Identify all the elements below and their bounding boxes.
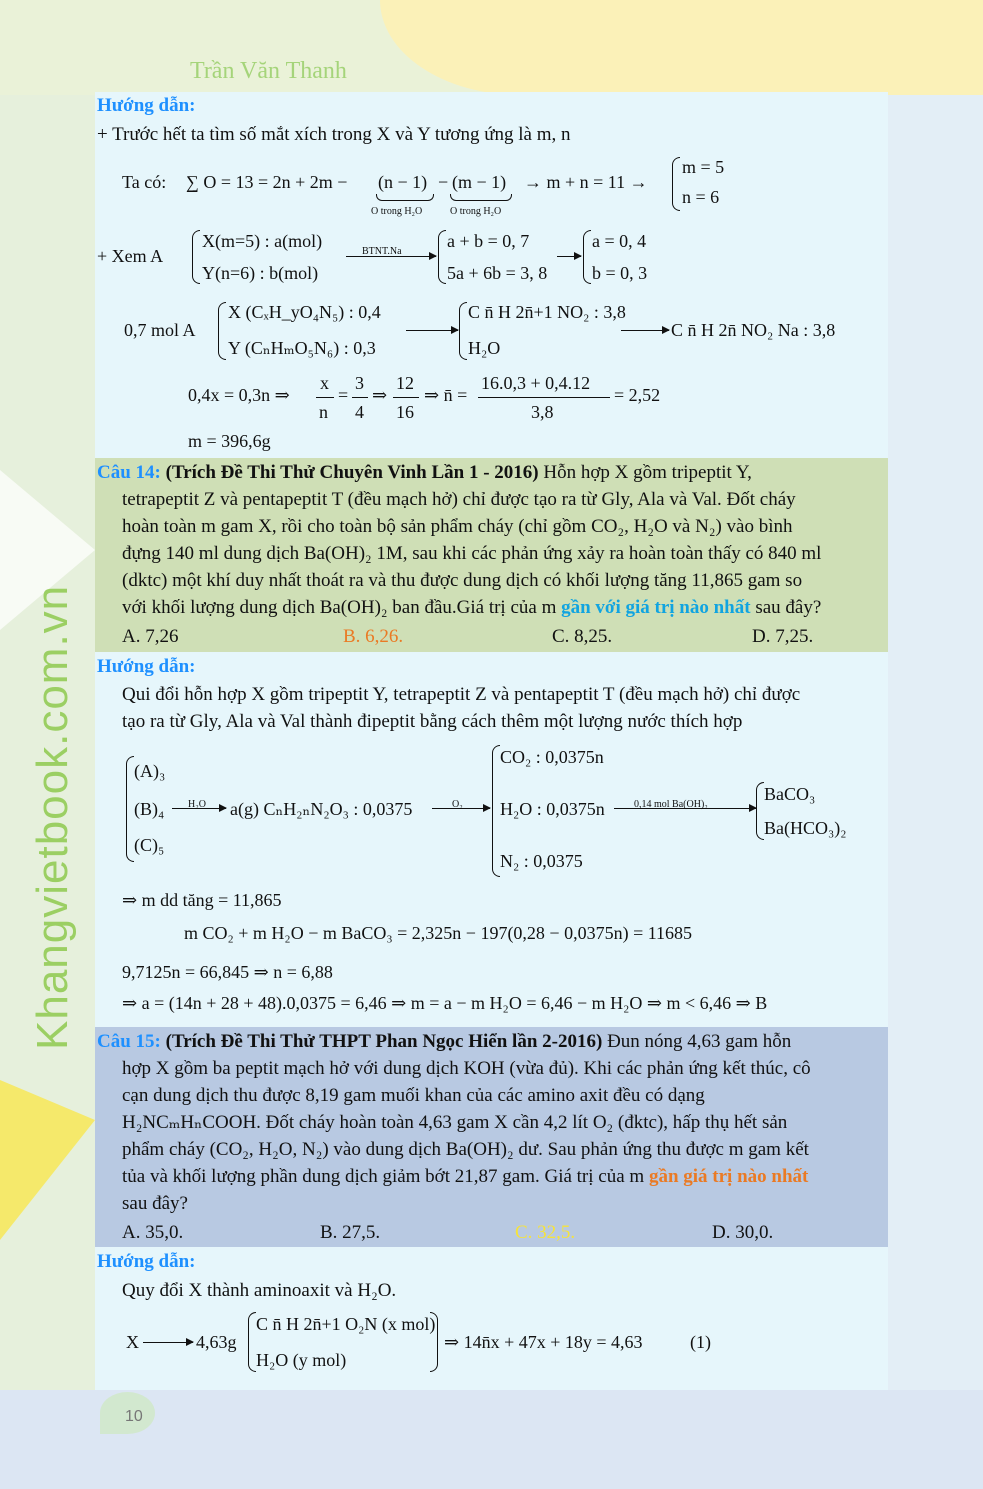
brace-left bbox=[192, 230, 200, 284]
arrow bbox=[346, 256, 436, 257]
frac-num-12: 12 bbox=[396, 373, 414, 393]
mass-result: m = 396,6g bbox=[188, 431, 271, 451]
question-14-line-6 bbox=[122, 596, 821, 620]
n2-product: N₂ : 0,0375 bbox=[500, 851, 583, 871]
question-15-line-4: H₂NCₘHₙCOOH. Đốt cháy hoàn toàn 4,63 gam X cần 4,2 lít O₂ (đktc), hấp thụ hết sản bbox=[122, 1112, 788, 1133]
n-bar-result: = 2,52 bbox=[614, 385, 661, 405]
n-solution: 9,7125n = 66,845 ⇒ n = 6,88 bbox=[122, 962, 333, 982]
arrow bbox=[621, 330, 669, 331]
brace-left bbox=[126, 756, 134, 862]
question-14-label: Câu 14: bbox=[97, 462, 161, 483]
system-eq-1: a + b = 0, 7 bbox=[447, 231, 530, 251]
fraction-bar bbox=[393, 397, 419, 398]
question-14-line-1 bbox=[97, 461, 752, 485]
ratio-equation: 0,4x = 0,3n ⇒ bbox=[188, 385, 290, 405]
solution-heading: Hướng dẫn: bbox=[97, 1251, 196, 1272]
brace-left bbox=[492, 745, 500, 877]
question-14-line-4: đựng 140 ml dung dịch Ba(OH)₂ 1M, sau khi các phản ứng xảy ra hoàn toàn thấy có 840 ml bbox=[122, 543, 822, 564]
product-water: H₂O bbox=[468, 338, 501, 358]
equation-minus: − bbox=[438, 172, 449, 192]
question-14-highlight: gần với giá trị nào nhất bbox=[561, 597, 751, 618]
option-b-correct[interactable]: B. 6,26. bbox=[343, 626, 404, 647]
question-15-line-6 bbox=[122, 1165, 808, 1189]
peptide-c5: (C)₅ bbox=[134, 835, 165, 855]
watermark-text: Khangvietbook.com.vn bbox=[28, 584, 77, 1050]
product-aminoacid: C n̄ H 2n̄+1 NO₂ : 3,8 bbox=[468, 302, 626, 322]
water-formula: H₂O (y mol) bbox=[256, 1350, 347, 1370]
b-value: b = 0, 3 bbox=[592, 263, 648, 283]
frac-den-38: 3,8 bbox=[531, 402, 554, 422]
solution-2-para-1: Qui đổi hỗn hợp X gồm tripeptit Y, tetrapeptit Z và pentapeptit T (đều mạch hở) chỉ được bbox=[122, 684, 801, 705]
question-15-line-1 bbox=[97, 1030, 791, 1054]
result-m: m = 5 bbox=[682, 157, 725, 177]
question-14-line-3: hoàn toàn m gam X, rồi cho toàn bộ sản phẩm cháy (chỉ gồm CO₂, H₂O và N₂) vào bình bbox=[122, 516, 793, 537]
btnt-label: BTNT.Na bbox=[362, 246, 402, 257]
solution-heading: Hướng dẫn: bbox=[97, 95, 196, 116]
brace-left bbox=[672, 157, 680, 211]
question-14-text-6a: với khối lượng dung dịch Ba(OH)₂ ban đầu.Giá trị của m bbox=[122, 597, 562, 618]
question-15-line-2: hợp X gồm ba peptit mạch hở với dung dịch KOH (vừa đủ). Khi các phản ứng kết thúc, cô bbox=[122, 1058, 811, 1079]
question-14-source: (Trích Đề Thi Thử Chuyên Vinh Lần 1 - 2016) bbox=[165, 462, 539, 483]
dipeptide-formula: a(g) CₙH₂ₙN₂O₃ : 0,0375 bbox=[230, 799, 413, 819]
arrow bbox=[406, 330, 458, 331]
brace-left bbox=[248, 1312, 256, 1372]
implies: ⇒ bbox=[372, 385, 388, 405]
question-15-source: (Trích Đề Thi Thử THPT Phan Ngọc Hiển lần 2-2016) bbox=[165, 1031, 603, 1052]
equation-term-n: (n − 1) bbox=[378, 172, 428, 192]
option-c[interactable]: C. 8,25. bbox=[552, 626, 613, 647]
n-bar-label: ⇒ n̄ = bbox=[424, 385, 468, 405]
solution-heading: Hướng dẫn: bbox=[97, 656, 196, 677]
aminoacid-formula: C n̄ H 2n̄+1 O₂N (x mol) bbox=[256, 1314, 436, 1334]
mass-balance-equation: m CO₂ + m H₂O − m BaCO₃ = 2,325n − 197(0,28 − 0,0375n) = 11685 bbox=[184, 923, 693, 943]
arrow bbox=[143, 1342, 193, 1343]
peptide-b4: (B)₄ bbox=[134, 799, 165, 819]
mass-463: 4,63g bbox=[196, 1332, 237, 1352]
brace-left bbox=[459, 302, 467, 360]
option-b[interactable]: B. 27,5. bbox=[320, 1222, 381, 1243]
frac-den-4: 4 bbox=[355, 402, 364, 422]
fraction-bar bbox=[478, 397, 610, 398]
solution-3-para-1: Quy đổi X thành aminoaxit và H₂O. bbox=[122, 1280, 397, 1301]
question-14-text-1: Hỗn hợp X gồm tripeptit Y, bbox=[538, 462, 752, 483]
h2o-product: H₂O : 0,0375n bbox=[500, 799, 605, 819]
frac-num-3: 3 bbox=[355, 373, 364, 393]
question-15-line-3: cạn dung dịch thu được 8,19 gam muối khan của các amino axit đều có dạng bbox=[122, 1085, 705, 1106]
frac-num-large: 16.0,3 + 0,4.12 bbox=[481, 373, 591, 393]
frac-num-x: x bbox=[320, 373, 329, 393]
question-15-text-1: Đun nóng 4,63 gam hỗn bbox=[602, 1031, 792, 1052]
author-name: Trần Văn Thanh bbox=[190, 58, 347, 84]
underbrace-label-1: O trong H₂O bbox=[371, 206, 423, 217]
mol-a-label: 0,7 mol A bbox=[124, 320, 196, 340]
option-d[interactable]: D. 7,25. bbox=[752, 626, 814, 647]
baoh2-label: 0,14 mol Ba(OH)₂ bbox=[634, 799, 708, 810]
x-formula: X (CₓH_yO₄N₅) : 0,4 bbox=[228, 302, 381, 322]
header-accent bbox=[380, 0, 983, 95]
brace-left bbox=[438, 230, 446, 284]
brace-left bbox=[756, 782, 764, 840]
option-a[interactable]: A. 7,26 bbox=[122, 626, 179, 647]
question-15-text-6a: tủa và khối lượng phần dung dịch giảm bớt 21,87 gam. Giá trị của m bbox=[122, 1166, 649, 1187]
arrow bbox=[432, 808, 490, 809]
equation-1: ⇒ 14n̄x + 47x + 18y = 4,63 bbox=[444, 1332, 643, 1352]
question-15-line-5: phẩm cháy (CO₂, H₂O, N₂) vào dung dịch Ba(OH)₂ dư. Sau phản ứng thu được m gam kết bbox=[122, 1139, 809, 1160]
peptide-a3: (A)₃ bbox=[134, 761, 166, 781]
question-15-label: Câu 15: bbox=[97, 1031, 161, 1052]
fraction-bar bbox=[316, 397, 334, 398]
equation-number: (1) bbox=[690, 1332, 711, 1352]
brace-right bbox=[430, 1312, 438, 1372]
x-mol: X(m=5) : a(mol) bbox=[202, 231, 323, 251]
brace-left bbox=[218, 302, 226, 360]
equation-term-m: (m − 1) bbox=[452, 172, 507, 192]
question-14-line-5: (dktc) một khí duy nhất thoát ra và thu được dung dịch có khối lượng tăng 11,865 gam so bbox=[122, 570, 803, 591]
frac-den-16: 16 bbox=[396, 402, 414, 422]
brace-left bbox=[583, 230, 591, 284]
ta-co-label: Ta có: bbox=[122, 172, 167, 192]
solution-2-para-2: tạo ra từ Gly, Ala và Val thành đipeptit bằng cách thêm một lượng nước thích hợp bbox=[122, 711, 743, 732]
y-mol: Y(n=6) : b(mol) bbox=[202, 263, 319, 283]
system-eq-2: 5a + 6b = 3, 8 bbox=[447, 263, 548, 283]
xem-a-label: + Xem A bbox=[97, 246, 164, 266]
right-margin bbox=[888, 95, 983, 1395]
y-formula: Y (CₙHₘO₅N₆) : 0,3 bbox=[228, 338, 376, 358]
question-14-line-2: tetrapeptit Z và pentapeptit T (đều mạch hở) chỉ được tạo ra từ Gly, Ala và Val. Đốt cháy bbox=[122, 489, 796, 510]
co2-product: CO₂ : 0,0375n bbox=[500, 747, 604, 767]
page-number: 10 bbox=[125, 1408, 143, 1425]
decor-triangle-yellow bbox=[0, 1080, 95, 1240]
question-15-line-7: sau đây? bbox=[122, 1193, 188, 1214]
frac-den-n: n bbox=[319, 402, 328, 422]
a-solution: ⇒ a = (14n + 28 + 48).0,0375 = 6,46 ⇒ m = a − m H₂O = 6,46 − m H₂O ⇒ m < 6,46 ⇒ B bbox=[122, 993, 768, 1013]
solution-intro: + Trước hết ta tìm số mắt xích trong X và Y tương ứng là m, n bbox=[97, 124, 571, 145]
arrow bbox=[557, 256, 581, 257]
arrow bbox=[172, 808, 226, 809]
equation-sum-o: ∑ O = 13 = 2n + 2m − bbox=[186, 172, 348, 192]
bahco3-product: Ba(HCO₃)₂ bbox=[764, 818, 847, 838]
option-d[interactable]: D. 30,0. bbox=[712, 1222, 774, 1243]
mass-increase: ⇒ m dd tăng = 11,865 bbox=[122, 890, 282, 910]
x-label: X bbox=[126, 1332, 139, 1352]
baco3-product: BaCO₃ bbox=[764, 784, 816, 804]
equation-m-plus-n: → m + n = 11 → bbox=[524, 172, 648, 192]
water-label: H₂O bbox=[188, 799, 206, 810]
underbrace-label-2: O trong H₂O bbox=[450, 206, 502, 217]
arrow bbox=[614, 808, 756, 809]
a-value: a = 0, 4 bbox=[592, 231, 647, 251]
oxygen-label: O₂ bbox=[452, 799, 463, 810]
result-n: n = 6 bbox=[682, 187, 720, 207]
option-c-correct[interactable]: C. 32,5. bbox=[515, 1222, 576, 1243]
question-15-highlight: gần giá trị nào nhất bbox=[648, 1166, 809, 1187]
fraction-bar bbox=[352, 397, 368, 398]
question-14-text-6c: sau đây? bbox=[750, 597, 822, 618]
option-a[interactable]: A. 35,0. bbox=[122, 1222, 184, 1243]
product-salt: C n̄ H 2n̄ NO₂ Na : 3,8 bbox=[671, 320, 836, 340]
equals: = bbox=[338, 385, 349, 405]
